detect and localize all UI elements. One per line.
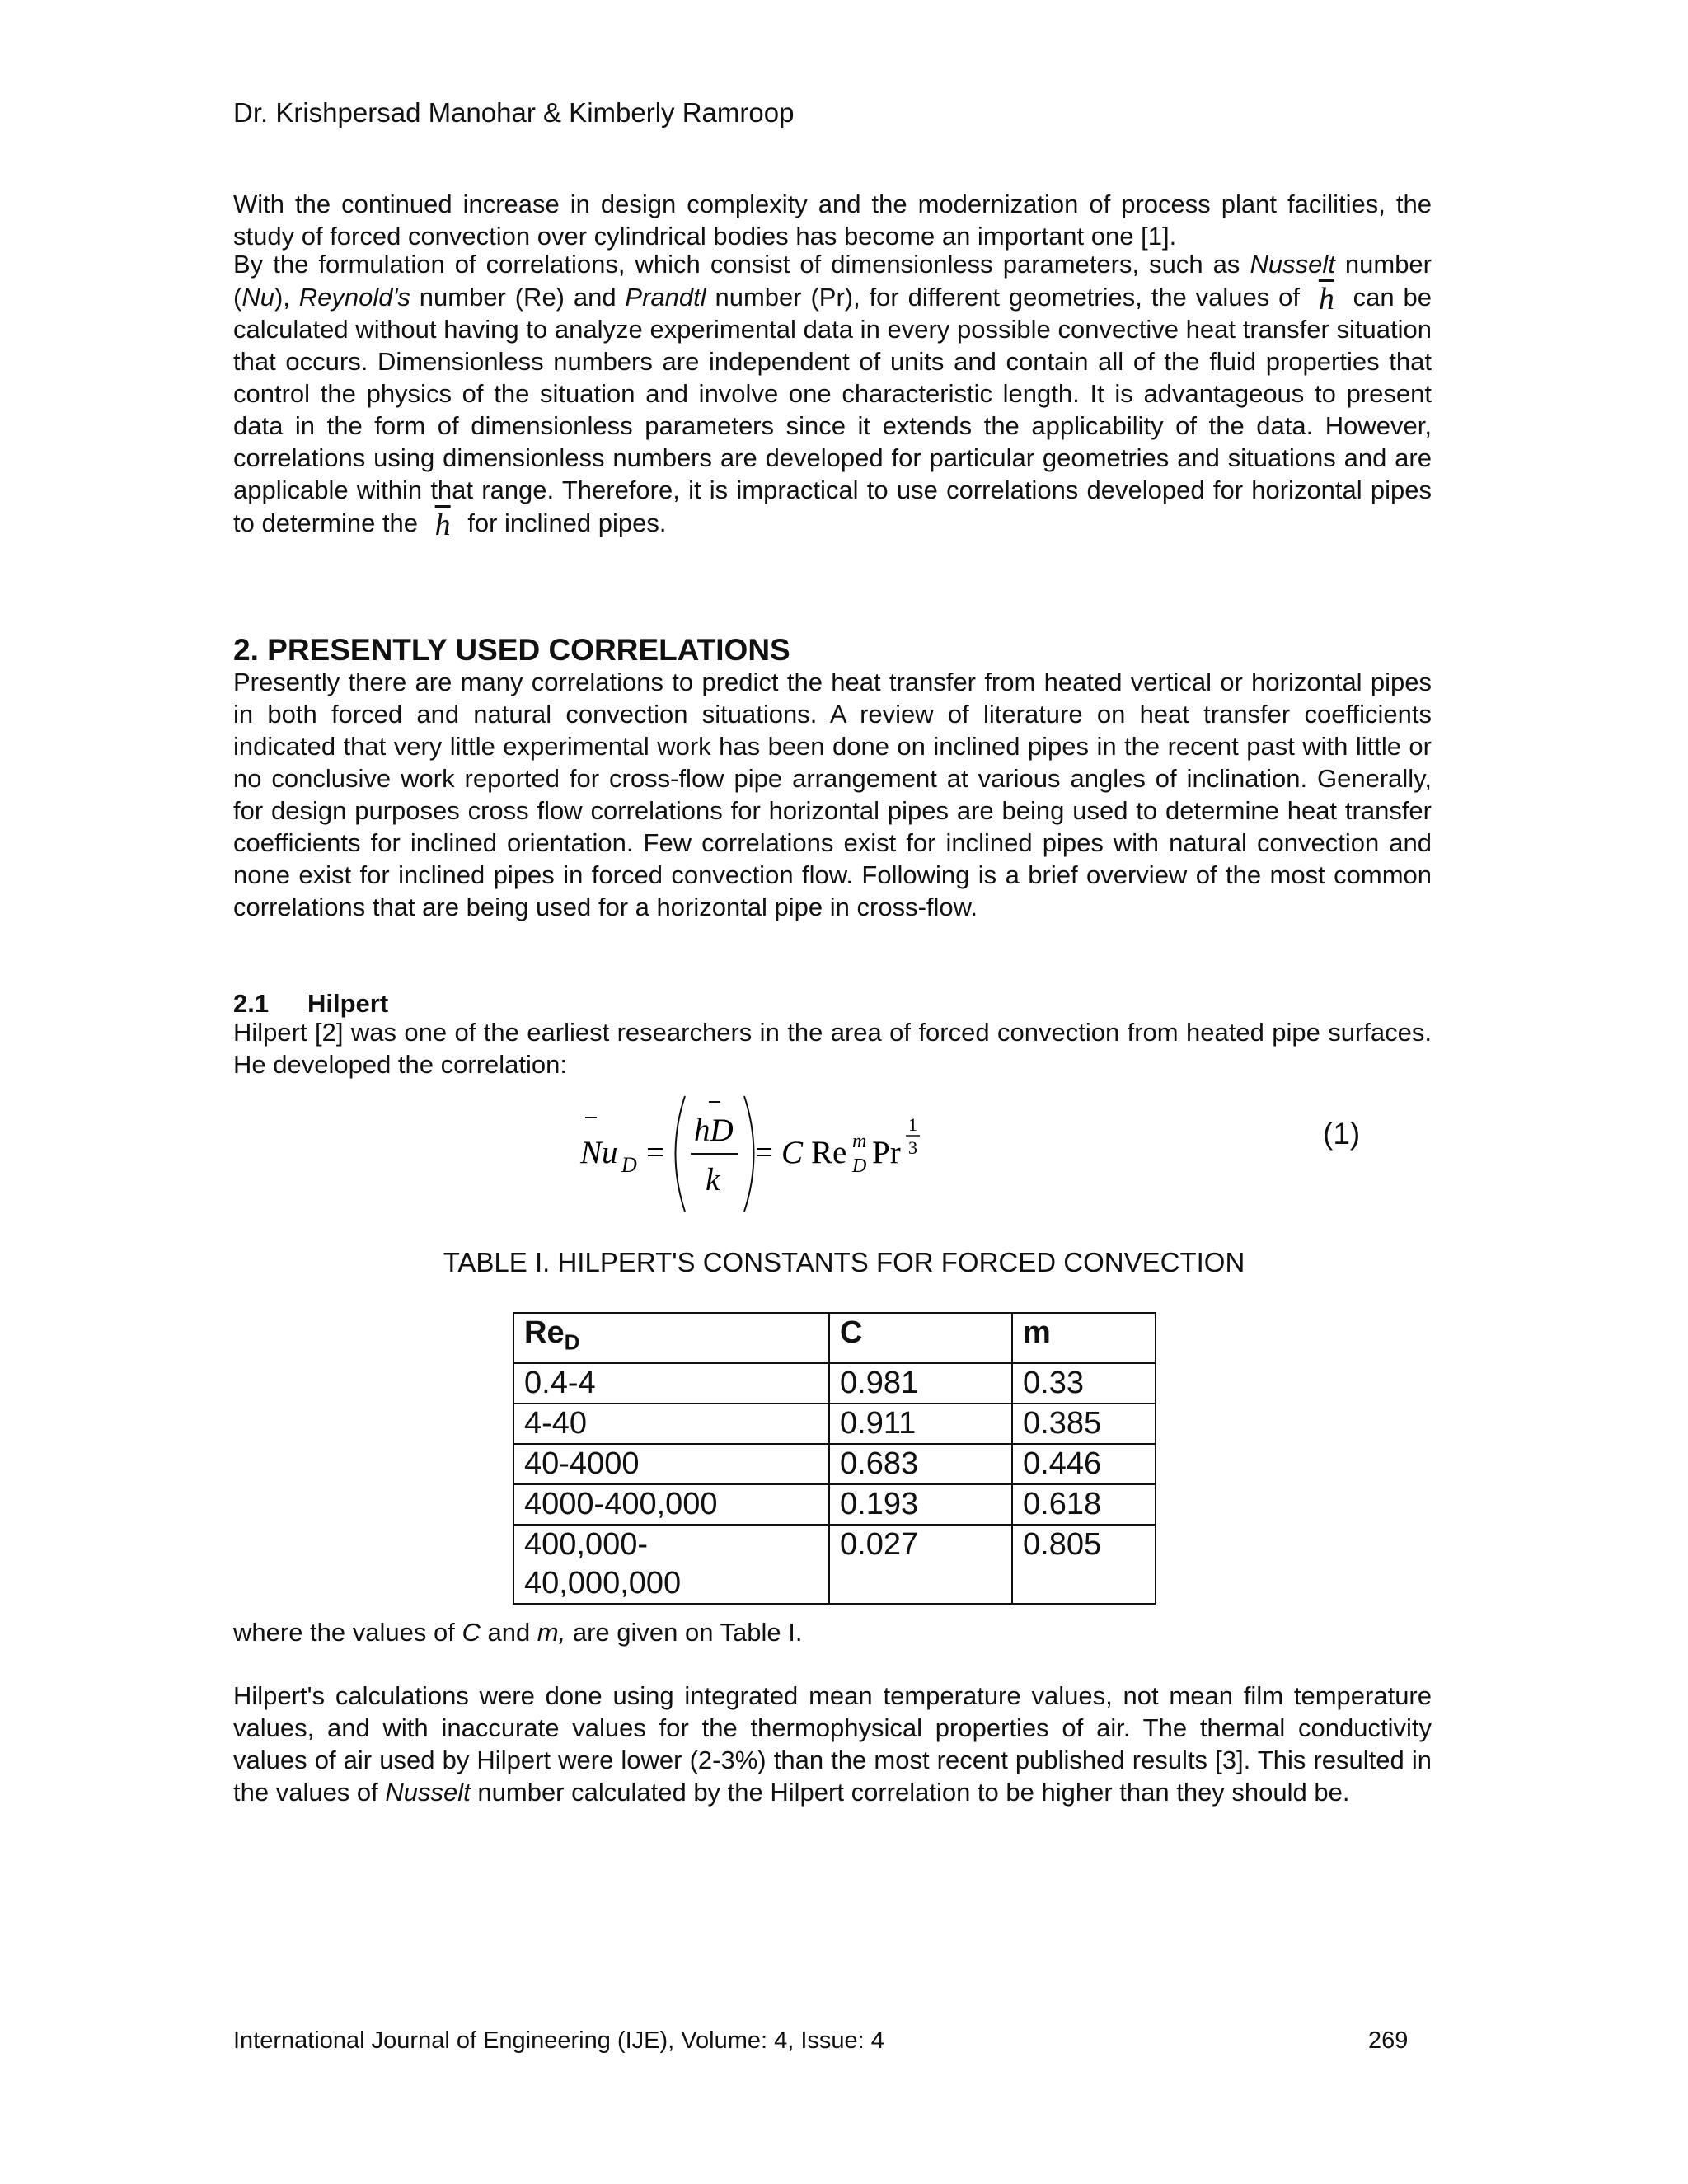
prandtl-symbol: Pr bbox=[872, 1135, 901, 1170]
table-caption: TABLE I. HILPERT'S CONSTANTS FOR FORCED CONVECTION bbox=[443, 1247, 1245, 1277]
header-m: m bbox=[1012, 1313, 1156, 1363]
after-table-line bbox=[233, 1616, 1432, 1648]
equals-sign: = bbox=[646, 1135, 664, 1170]
intro-paragraph-1 bbox=[233, 188, 1432, 252]
closing-paragraph bbox=[233, 1680, 1432, 1808]
closing-text bbox=[233, 1680, 1432, 1808]
header-re-subscript: D bbox=[564, 1329, 580, 1355]
cell-m: 0.446 bbox=[1012, 1444, 1156, 1484]
cell-re: 4-40 bbox=[513, 1404, 829, 1444]
constant-c: C bbox=[781, 1135, 804, 1170]
fraction-numerator: hD bbox=[694, 1113, 734, 1148]
cell-m: 0.33 bbox=[1012, 1363, 1156, 1404]
table-row bbox=[513, 1404, 1156, 1444]
intro-paragraph-2 bbox=[233, 248, 1432, 542]
text-run: number calculated by the Hilpert correlation to be higher than they should be. bbox=[470, 1778, 1350, 1807]
header-re bbox=[513, 1313, 829, 1363]
exponent-numerator: 1 bbox=[908, 1114, 917, 1135]
intro-p2-text bbox=[233, 248, 1432, 542]
after-table-text bbox=[233, 1616, 1432, 1648]
cell-c: 0.911 bbox=[829, 1404, 1012, 1444]
text-run: ), bbox=[274, 283, 299, 312]
reynolds-subscript: D bbox=[852, 1155, 867, 1177]
exponent-m: m bbox=[852, 1131, 867, 1152]
subsection-number: 2.1 bbox=[233, 989, 270, 1018]
cell-re-line: 40,000,000 bbox=[524, 1565, 682, 1601]
table-header-row bbox=[513, 1313, 1156, 1363]
italic-term: Prandtl bbox=[625, 283, 706, 312]
cell-m: 0.385 bbox=[1012, 1404, 1156, 1444]
text-run: can be calculated without having to analyze experimental data in every possible convective heat transfer situation that occurs. Dimensionless numbers are independent of units and contain all of the fluid properties that control the physics of the situation and involve one characteristic length. It is advantageous to present data in the form of dimensionless parameters since it extends the applicability of the data. However, correlations using dimensionless numbers are developed for particular geometries and situations and are applicable within that range. Therefore, it is impractical to use correlations developed for horizontal pipes to determine the bbox=[233, 283, 1432, 537]
equals-sign-2: = bbox=[755, 1135, 773, 1170]
cell-c: 0.683 bbox=[829, 1444, 1012, 1484]
text-run: where the values of bbox=[233, 1618, 462, 1647]
equation-1 bbox=[577, 1090, 948, 1221]
running-header: Dr. Krishpersad Manohar & Kimberly Ramroop bbox=[233, 97, 795, 128]
italic-term: m, bbox=[537, 1618, 566, 1647]
text-run: number ( bbox=[233, 250, 1432, 312]
cell-re: 40-4000 bbox=[513, 1444, 829, 1484]
table-row bbox=[513, 1525, 1156, 1604]
table-row bbox=[513, 1484, 1156, 1525]
table-row bbox=[513, 1444, 1156, 1484]
text-run: By the formulation of correlations, which consist of dimensionless parameters, such as bbox=[233, 250, 1250, 279]
intro-p1-text: With the continued increase in design complexity and the modernization of process plant facilities, the study of forced convection over cylindrical bodies has become an important one [1]. bbox=[233, 190, 1432, 251]
subsection-body bbox=[233, 1016, 1432, 1080]
cell-c: 0.027 bbox=[829, 1525, 1012, 1604]
subsection-title: Hilpert bbox=[307, 989, 389, 1018]
fraction-denominator: k bbox=[706, 1162, 720, 1197]
subsection-heading bbox=[233, 989, 388, 1019]
text-run: for inclined pipes. bbox=[460, 509, 667, 537]
equation-graphic bbox=[577, 1090, 948, 1221]
reynolds-symbol: Re bbox=[811, 1135, 847, 1170]
italic-term: Reynold's bbox=[298, 283, 410, 312]
text-run: are given on Table I. bbox=[565, 1618, 803, 1647]
cell-re bbox=[513, 1525, 829, 1604]
h-bar-symbol: $\overline{h}$ bbox=[1318, 282, 1334, 316]
text-run: number (Re) and bbox=[410, 283, 626, 312]
h-bar-symbol: $\overline{h}$ bbox=[434, 508, 451, 542]
italic-term: Nusselt bbox=[1250, 250, 1335, 279]
section-heading: 2. PRESENTLY USED CORRELATIONS bbox=[233, 633, 790, 667]
footer-journal: International Journal of Engineering (IJE), Volume: 4, Issue: 4 bbox=[233, 2027, 884, 2054]
italic-term: Nusselt bbox=[385, 1778, 471, 1807]
header-re-text: Re bbox=[524, 1315, 565, 1350]
text-run: and bbox=[480, 1618, 537, 1647]
page-number: 269 bbox=[1368, 2027, 1409, 2054]
cell-c: 0.193 bbox=[829, 1484, 1012, 1525]
section2-text: Presently there are many correlations to predict the heat transfer from heated vertical or horizontal pipes in both forced and natural convection situations. A review of literature on heat transfer coefficients indicated that very little experimental work has been done on inclined pipes in the recent past with little or no conclusive work reported for cross-flow pipe arrangement at various angles of inclination. Generally, for design purposes cross flow correlations for horizontal pipes are being used to determine heat transfer coefficients for inclined orientation. Few correlations exist for inclined pipes with natural convection and none exist for inclined pipes in forced convection flow. Following is a brief overview of the most common correlations that are being used for a horizontal pipe in cross-flow. bbox=[233, 668, 1432, 921]
header-c: C bbox=[829, 1313, 1012, 1363]
italic-term: C bbox=[462, 1618, 481, 1647]
nu-subscript: D bbox=[621, 1153, 637, 1177]
constants-table bbox=[513, 1312, 1156, 1605]
cell-re-line: 400,000- bbox=[524, 1526, 649, 1562]
right-paren bbox=[744, 1096, 754, 1212]
exponent-denominator: 3 bbox=[908, 1137, 917, 1158]
text-run: number (Pr), for different geometries, the values of bbox=[706, 283, 1309, 312]
cell-c: 0.981 bbox=[829, 1363, 1012, 1404]
italic-term: Nu bbox=[241, 283, 274, 312]
table-row bbox=[513, 1363, 1156, 1404]
cell-re: 4000-400,000 bbox=[513, 1484, 829, 1525]
text-run: Hilpert's calculations were done using integrated mean temperature values, not mean film temperature values, and with inaccurate values for the thermophysical properties of air. The thermal conductivity values of air used by Hilpert were lower (2-3%) than the most recent published results [3]. This resulted in the values of bbox=[233, 1681, 1432, 1807]
left-paren bbox=[676, 1096, 686, 1212]
cell-re: 0.4-4 bbox=[513, 1363, 829, 1404]
cell-m: 0.805 bbox=[1012, 1525, 1156, 1604]
subsection-text: Hilpert [2] was one of the earliest researchers in the area of forced convection from heated pipe surfaces. He developed the correlation: bbox=[233, 1018, 1432, 1079]
section2-body bbox=[233, 666, 1432, 923]
equation-number: (1) bbox=[1323, 1117, 1361, 1151]
nu-symbol: Nu bbox=[580, 1135, 618, 1170]
cell-m: 0.618 bbox=[1012, 1484, 1156, 1525]
